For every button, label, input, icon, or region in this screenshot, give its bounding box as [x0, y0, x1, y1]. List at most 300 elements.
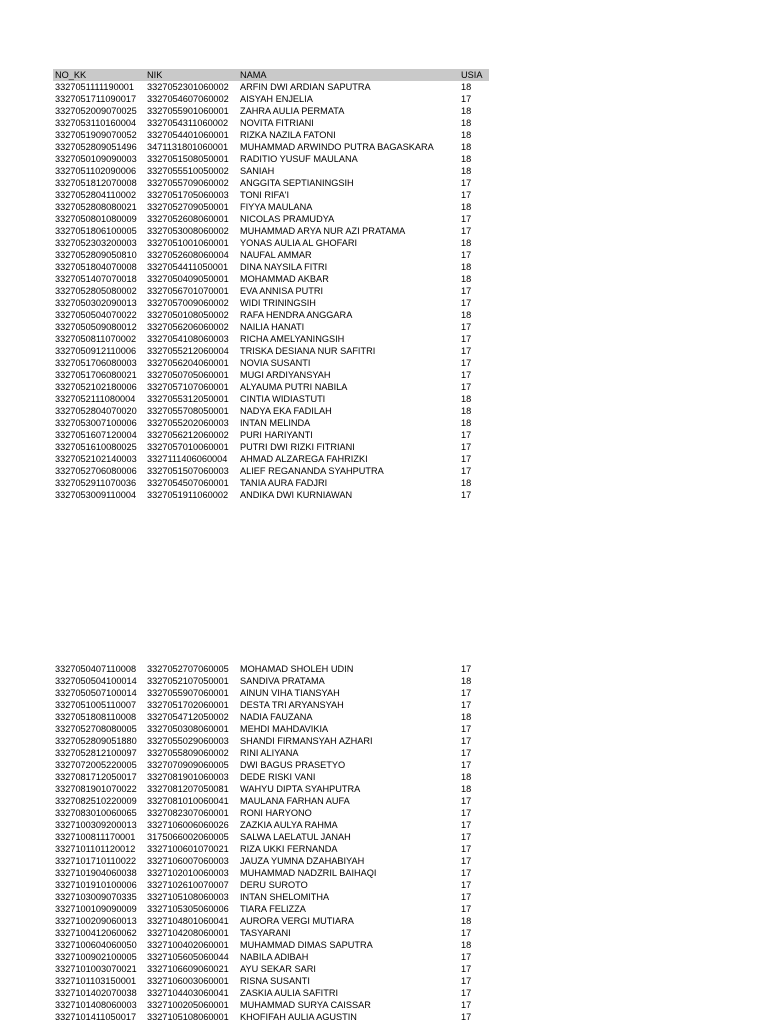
cell-usia: 18: [461, 712, 472, 722]
cell-no-kk: 3327101408060003: [55, 1000, 137, 1010]
header-nik: NIK: [147, 70, 163, 80]
cell-no-kk: 3327052809051880: [55, 736, 137, 746]
cell-usia: 17: [461, 346, 472, 356]
table-row: [53, 249, 489, 261]
cell-no-kk: 3327050407110008: [55, 664, 137, 674]
cell-usia: 17: [461, 490, 472, 500]
cell-usia: 18: [461, 142, 472, 152]
table-row: [53, 735, 489, 747]
cell-nama: MAULANA FARHAN AUFA: [240, 796, 350, 806]
cell-nama: ANDIKA DWI KURNIAWAN: [240, 490, 353, 500]
cell-nama: ARFIN DWI ARDIAN SAPUTRA: [240, 82, 371, 92]
cell-nama: NADYA EKA FADILAH: [240, 406, 332, 416]
table-row: [53, 465, 489, 477]
cell-usia: 17: [461, 832, 472, 842]
cell-no-kk: 3327051111190001: [55, 82, 135, 92]
cell-nama: JAUZA YUMNA DZAHABIYAH: [240, 856, 365, 866]
cell-no-kk: 3327051005110007: [55, 700, 137, 710]
cell-no-kk: 3327053110160004: [55, 118, 137, 128]
cell-no-kk: 3327051706080021: [55, 370, 137, 380]
cell-usia: 17: [461, 94, 472, 104]
cell-no-kk: 3327050504070022: [55, 310, 137, 320]
cell-nama: PURI HARIYANTI: [240, 430, 313, 440]
cell-nama: SALWA LAELATUL JANAH: [240, 832, 351, 842]
cell-usia: 17: [461, 880, 472, 890]
cell-usia: 18: [461, 478, 472, 488]
cell-no-kk: 3327051806100005: [55, 226, 137, 236]
cell-no-kk: 3327050912110006: [55, 346, 137, 356]
cell-nik: 3327070909060005: [147, 760, 229, 770]
table-row: [53, 975, 489, 987]
cell-no-kk: 3327082510220009: [55, 796, 137, 806]
table-row: [53, 795, 489, 807]
cell-nama: WIDI TRININGSIH: [240, 298, 316, 308]
cell-nik: 3175066002060005: [147, 832, 229, 842]
cell-usia: 17: [461, 370, 472, 380]
cell-nama: RADITIO YUSUF MAULANA: [240, 154, 358, 164]
cell-usia: 17: [461, 688, 472, 698]
cell-no-kk: 3327101710110022: [55, 856, 137, 866]
cell-nik: 3327106609060021: [147, 964, 229, 974]
cell-nik: 3327056204060001: [147, 358, 229, 368]
table-block-2: [53, 663, 489, 1023]
cell-no-kk: 3327052009070025: [55, 106, 137, 116]
cell-nik: 3327056206060002: [147, 322, 229, 332]
cell-usia: 17: [461, 298, 472, 308]
table-row: [53, 441, 489, 453]
cell-nik: 3327055708050001: [147, 406, 229, 416]
cell-nik: 3327055212060004: [147, 346, 229, 356]
cell-no-kk: 3327052708080005: [55, 724, 137, 734]
cell-nik: 3327102010060003: [147, 868, 229, 878]
cell-nama: ALIEF REGANANDA SYAHPUTRA: [240, 466, 384, 476]
table-row: [53, 297, 489, 309]
cell-nama: AISYAH ENJELIA: [240, 94, 313, 104]
cell-nama: RICHA AMELYANINGSIH: [240, 334, 345, 344]
cell-nama: DESTA TRI ARYANSYAH: [240, 700, 344, 710]
cell-nama: ZAZKIA AULYA RAHMA: [240, 820, 338, 830]
cell-usia: 17: [461, 1000, 472, 1010]
table-row: [53, 381, 489, 393]
cell-usia: 17: [461, 964, 472, 974]
cell-usia: 18: [461, 676, 472, 686]
cell-nama: NAILIA HANATI: [240, 322, 305, 332]
cell-nik: 3327104801060041: [147, 916, 229, 926]
cell-usia: 17: [461, 664, 472, 674]
cell-nama: SANIAH: [240, 166, 275, 176]
cell-usia: 17: [461, 976, 472, 986]
cell-nik: 3327054507060001: [147, 478, 229, 488]
table-row: [53, 903, 489, 915]
cell-usia: 18: [461, 106, 472, 116]
cell-usia: 18: [461, 154, 472, 164]
cell-nik: 3327105305060006: [147, 904, 229, 914]
cell-no-kk: 3327051909070052: [55, 130, 137, 140]
cell-nik: 3327054607060002: [147, 94, 229, 104]
cell-no-kk: 3327100209060013: [55, 916, 137, 926]
cell-nik: 3327055510050002: [147, 166, 229, 176]
cell-nama: TRISKA DESIANA NUR SAFITRI: [240, 346, 376, 356]
cell-nama: SHANDI FIRMANSYAH AZHARI: [240, 736, 373, 746]
table-row: [53, 153, 489, 165]
cell-no-kk: 3327052706080006: [55, 466, 137, 476]
cell-no-kk: 3327101003070021: [55, 964, 137, 974]
table-row: [53, 987, 489, 999]
cell-nik: 3327052301060002: [147, 82, 229, 92]
cell-no-kk: 3327051607120004: [55, 430, 137, 440]
cell-usia: 17: [461, 952, 472, 962]
cell-usia: 17: [461, 1012, 472, 1022]
cell-nik: 3471131801060001: [147, 142, 229, 152]
cell-usia: 17: [461, 868, 472, 878]
table-row: [53, 417, 489, 429]
cell-usia: 18: [461, 202, 472, 212]
cell-nama: NOVITA FITRIANI: [240, 118, 314, 128]
cell-usia: 17: [461, 442, 472, 452]
cell-nik: 3327104208060001: [147, 928, 229, 938]
table-row: [53, 141, 489, 153]
table-row: [53, 405, 489, 417]
table-row: [53, 783, 489, 795]
cell-no-kk: 3327103009070335: [55, 892, 137, 902]
cell-usia: 18: [461, 418, 472, 428]
cell-nik: 3327056212060002: [147, 430, 229, 440]
cell-no-kk: 3327050509080012: [55, 322, 137, 332]
cell-nik: 3327055202060003: [147, 418, 229, 428]
table-row: [53, 675, 489, 687]
cell-nama: DWI BAGUS PRASETYO: [240, 760, 346, 770]
cell-no-kk: 3327050801080009: [55, 214, 137, 224]
cell-usia: 17: [461, 856, 472, 866]
cell-nik: 3327081207050081: [147, 784, 229, 794]
cell-usia: 18: [461, 130, 472, 140]
table-row: [53, 723, 489, 735]
table-row: [53, 213, 489, 225]
table-row: [53, 915, 489, 927]
cell-nama: RAFA HENDRA ANGGARA: [240, 310, 353, 320]
table-row: [53, 129, 489, 141]
cell-nama: AYU SEKAR SARI: [240, 964, 316, 974]
cell-nik: 3327081010060041: [147, 796, 229, 806]
cell-no-kk: 3327072005220005: [55, 760, 137, 770]
table-row: [53, 261, 489, 273]
table-block-1: [53, 69, 489, 501]
table-row: [53, 939, 489, 951]
cell-nama: RINI ALIYANA: [240, 748, 299, 758]
cell-no-kk: 3327053009110004: [55, 490, 137, 500]
cell-nama: MOHAMAD SHOLEH UDIN: [240, 664, 354, 674]
cell-nik: 3327055709060002: [147, 178, 229, 188]
table-row: [53, 117, 489, 129]
cell-usia: 17: [461, 808, 472, 818]
cell-no-kk: 3327100811170001: [55, 832, 136, 842]
table-row: [53, 273, 489, 285]
table-row: [53, 225, 489, 237]
cell-no-kk: 3327052102180006: [55, 382, 137, 392]
cell-usia: 17: [461, 382, 472, 392]
cell-nama: TANIA AURA FADJRI: [240, 478, 328, 488]
cell-nik: 3327054712050002: [147, 712, 229, 722]
cell-nik: 3327106003060001: [147, 976, 229, 986]
cell-usia: 18: [461, 238, 472, 248]
cell-usia: 18: [461, 166, 472, 176]
cell-no-kk: 3327050811070002: [55, 334, 137, 344]
cell-no-kk: 3327050302090013: [55, 298, 137, 308]
table-row: [53, 105, 489, 117]
cell-usia: 17: [461, 988, 472, 998]
cell-usia: 17: [461, 178, 472, 188]
cell-no-kk: 3327050109090003: [55, 154, 137, 164]
cell-no-kk: 3327101411050017: [55, 1012, 137, 1022]
cell-nama: NABILA ADIBAH: [240, 952, 309, 962]
cell-nama: NOVIA SUSANTI: [240, 358, 311, 368]
cell-usia: 18: [461, 274, 472, 284]
table-row: [53, 345, 489, 357]
table-row: [53, 237, 489, 249]
cell-nama: RISNA SUSANTI: [240, 976, 310, 986]
cell-usia: 18: [461, 262, 472, 272]
cell-nama: CINTIA WIDIASTUTI: [240, 394, 326, 404]
cell-nik: 3327100205060001: [147, 1000, 229, 1010]
cell-nama: WAHYU DIPTA SYAHPUTRA: [240, 784, 361, 794]
cell-usia: 18: [461, 772, 472, 782]
cell-nik: 3327050705060001: [147, 370, 229, 380]
cell-nama: NADIA FAUZANA: [240, 712, 313, 722]
table-row: [53, 81, 489, 93]
cell-nama: ZASKIA AULIA SAFITRI: [240, 988, 339, 998]
cell-no-kk: 3327100109090009: [55, 904, 137, 914]
cell-nik: 3327052608060004: [147, 250, 229, 260]
table-row: [53, 867, 489, 879]
cell-no-kk: 3327052911070036: [55, 478, 137, 488]
cell-nik: 3327051702060001: [147, 700, 229, 710]
cell-usia: 17: [461, 334, 472, 344]
cell-nik: 3327057009060002: [147, 298, 229, 308]
table-row: [53, 357, 489, 369]
table-row: [53, 855, 489, 867]
cell-usia: 17: [461, 736, 472, 746]
cell-no-kk: 3327100604060050: [55, 940, 137, 950]
table-row: [53, 663, 489, 675]
cell-nama: RONI HARYONO: [240, 808, 312, 818]
table-row: [53, 879, 489, 891]
table-header: [53, 69, 489, 81]
cell-nik: 3327051911060002: [147, 490, 229, 500]
cell-usia: 17: [461, 724, 472, 734]
cell-nama: KHOFIFAH AULIA AGUSTIN: [240, 1012, 357, 1022]
cell-nama: FIYYA MAULANA: [240, 202, 313, 212]
table-row: [53, 951, 489, 963]
cell-no-kk: 3327050504100014: [55, 676, 137, 686]
cell-nik: 3327052107050001: [147, 676, 229, 686]
cell-usia: 18: [461, 784, 472, 794]
header-usia: USIA: [461, 70, 483, 80]
cell-no-kk: 3327083010060065: [55, 808, 137, 818]
cell-nik: 3327052709050001: [147, 202, 229, 212]
cell-nama: MUHAMMAD DIMAS SAPUTRA: [240, 940, 373, 950]
table-row: [53, 687, 489, 699]
table-row: [53, 189, 489, 201]
table-row: [53, 891, 489, 903]
cell-nik: 3327106007060003: [147, 856, 229, 866]
table-row: [53, 771, 489, 783]
cell-nik: 3327106006060026: [147, 820, 229, 830]
cell-nama: MUHAMMAD ARYA NUR AZI PRATAMA: [240, 226, 406, 236]
table-row: [53, 93, 489, 105]
cell-nama: SANDIVA PRATAMA: [240, 676, 325, 686]
cell-nik: 3327053008060002: [147, 226, 229, 236]
cell-no-kk: 3327051711090017: [55, 94, 137, 104]
table-row: [53, 807, 489, 819]
table-row: [53, 477, 489, 489]
cell-nik: 3327054108060003: [147, 334, 229, 344]
cell-nik: 3327055312050001: [147, 394, 229, 404]
cell-nik: 3327050409050001: [147, 274, 229, 284]
table-row: [53, 747, 489, 759]
cell-nik: 3327050308060001: [147, 724, 229, 734]
table-row: [53, 843, 489, 855]
cell-nama: DEDE RISKI VANI: [240, 772, 316, 782]
cell-no-kk: 3327052102140003: [55, 454, 137, 464]
cell-usia: 17: [461, 214, 472, 224]
cell-no-kk: 3327052808080021: [55, 202, 137, 212]
table-row: [53, 999, 489, 1011]
cell-usia: 17: [461, 190, 472, 200]
cell-nama: INTAN MELINDA: [240, 418, 311, 428]
cell-nama: AHMAD ALZAREGA FAHRIZKI: [240, 454, 368, 464]
cell-nik: 3327054311060002: [147, 118, 229, 128]
cell-no-kk: 3327051407070018: [55, 274, 137, 284]
cell-nama: TIARA FELIZZA: [240, 904, 306, 914]
cell-no-kk: 3327051804070008: [55, 262, 137, 272]
cell-no-kk: 3327051808110008: [55, 712, 137, 722]
cell-usia: 17: [461, 820, 472, 830]
cell-nama: ALYAUMA PUTRI NABILA: [240, 382, 348, 392]
cell-no-kk: 3327052111080004: [55, 394, 136, 404]
cell-no-kk: 3327052809050810: [55, 250, 137, 260]
cell-nik: 3327055029060003: [147, 736, 229, 746]
table-row: [53, 819, 489, 831]
cell-nik: 3327050108050002: [147, 310, 229, 320]
table-row: [53, 927, 489, 939]
table-row: [53, 453, 489, 465]
table-row: [53, 369, 489, 381]
cell-nik: 3327055907060001: [147, 688, 229, 698]
cell-no-kk: 3327100412060062: [55, 928, 137, 938]
cell-usia: 18: [461, 82, 472, 92]
cell-nik: 3327100402060001: [147, 940, 229, 950]
cell-nik: 3327051001060001: [147, 238, 229, 248]
cell-nama: TASYARANI: [240, 928, 291, 938]
cell-nama: INTAN SHELOMITHA: [240, 892, 330, 902]
cell-nik: 3327054401060001: [147, 130, 229, 140]
cell-nama: YONAS AULIA AL GHOFARI: [240, 238, 358, 248]
cell-nama: DERU SUROTO: [240, 880, 308, 890]
cell-no-kk: 3327052804070020: [55, 406, 137, 416]
cell-no-kk: 3327081712050017: [55, 772, 137, 782]
cell-nama: MOHAMMAD AKBAR: [240, 274, 329, 284]
cell-no-kk: 3327052804110002: [55, 190, 137, 200]
table-row: [53, 285, 489, 297]
cell-nik: 3327052707060005: [147, 664, 229, 674]
cell-usia: 17: [461, 748, 472, 758]
cell-nama: AURORA VERGI MUTIARA: [240, 916, 354, 926]
cell-usia: 18: [461, 406, 472, 416]
cell-nama: EVA ANNISA PUTRI: [240, 286, 324, 296]
header-no-kk: NO_KK: [55, 70, 87, 80]
cell-nama: PUTRI DWI RIZKI FITRIANI: [240, 442, 355, 452]
cell-nama: TONI RIFA'I: [240, 190, 290, 200]
cell-usia: 18: [461, 916, 472, 926]
cell-no-kk: 3327101402070038: [55, 988, 137, 998]
cell-usia: 17: [461, 322, 472, 332]
cell-nama: AINUN VIHA TIANSYAH: [240, 688, 340, 698]
table-row: [53, 429, 489, 441]
cell-no-kk: 3327081901070022: [55, 784, 137, 794]
table-row: [53, 711, 489, 723]
table-row: [53, 321, 489, 333]
table-row: [53, 1011, 489, 1023]
cell-usia: 18: [461, 118, 472, 128]
cell-nik: 3327057010060001: [147, 442, 229, 452]
table-row: [53, 393, 489, 405]
cell-nama: MUHAMMAD NADZRIL BAIHAQI: [240, 868, 377, 878]
cell-nama: MUHAMMAD ARWINDO PUTRA BAGASKARA: [240, 142, 434, 152]
cell-no-kk: 3327052809051496: [55, 142, 137, 152]
cell-usia: 17: [461, 286, 472, 296]
cell-nik: 3327054411050001: [147, 262, 229, 272]
table-row: [53, 759, 489, 771]
cell-usia: 17: [461, 928, 472, 938]
cell-usia: 17: [461, 250, 472, 260]
cell-no-kk: 3327051102090006: [55, 166, 137, 176]
cell-usia: 18: [461, 310, 472, 320]
cell-no-kk: 3327052805080002: [55, 286, 137, 296]
table-row: [53, 831, 489, 843]
cell-no-kk: 3327051706080003: [55, 358, 137, 368]
cell-no-kk: 3327051610080025: [55, 442, 137, 452]
cell-usia: 17: [461, 226, 472, 236]
cell-nama: NICOLAS PRAMUDYA: [240, 214, 335, 224]
table-row: [53, 177, 489, 189]
cell-usia: 17: [461, 904, 472, 914]
table-row: [53, 699, 489, 711]
cell-no-kk: 3327053007100006: [55, 418, 137, 428]
cell-usia: 17: [461, 358, 472, 368]
cell-nik: 3327100601070021: [147, 844, 229, 854]
cell-nik: 3327105108060001: [147, 1012, 229, 1022]
cell-no-kk: 3327100902100005: [55, 952, 137, 962]
cell-no-kk: 3327050507100014: [55, 688, 137, 698]
cell-nik: 3327102610070007: [147, 880, 229, 890]
cell-usia: 18: [461, 394, 472, 404]
cell-no-kk: 3327101101120012: [55, 844, 136, 854]
cell-usia: 17: [461, 430, 472, 440]
cell-usia: 18: [461, 940, 472, 950]
cell-nama: ANGGITA SEPTIANINGSIH: [240, 178, 354, 188]
table-row: [53, 963, 489, 975]
cell-nik: 3327082307060001: [147, 808, 229, 818]
cell-nama: RIZA UKKI FERNANDA: [240, 844, 338, 854]
cell-nama: ZAHRA AULIA PERMATA: [240, 106, 345, 116]
cell-nama: MUGI ARDIYANSYAH: [240, 370, 331, 380]
cell-usia: 17: [461, 760, 472, 770]
cell-usia: 17: [461, 844, 472, 854]
cell-no-kk: 3327101904060038: [55, 868, 137, 878]
cell-nama: NAUFAL AMMAR: [240, 250, 312, 260]
cell-no-kk: 3327051812070008: [55, 178, 137, 188]
cell-nik: 3327111406060004: [147, 454, 228, 464]
